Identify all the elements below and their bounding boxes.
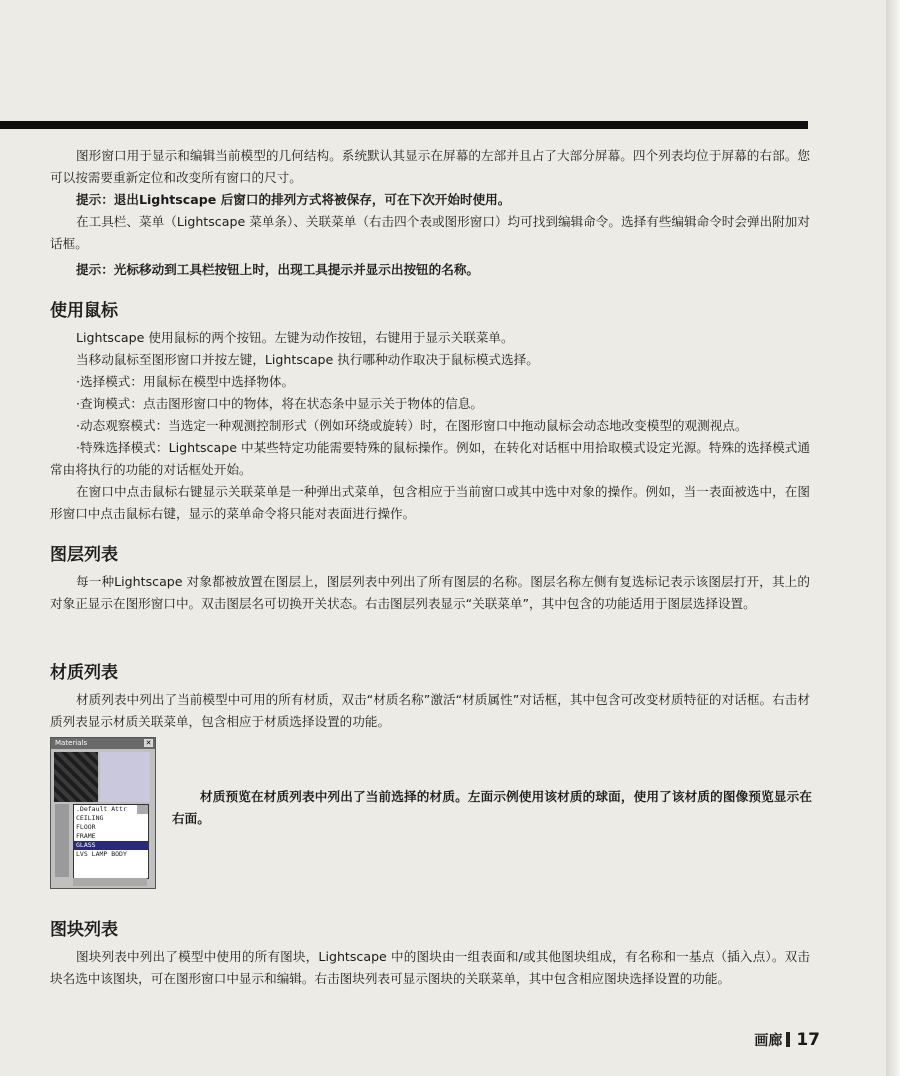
list-toolbar — [55, 804, 69, 877]
list-item-selected[interactable]: GLASS — [74, 841, 148, 850]
tip-text: 提示：光标移动到工具栏按钮上时，出现工具提示并显示出按钮的名称。 — [76, 262, 479, 277]
list-item: ·特殊选择模式：Lightscape 中某些特定功能需要特殊的鼠标操作。例如，在转化对话框中用拾取模式设定光源。特殊的选择模式通常由将执行的功能的对话框处开始。 — [50, 440, 810, 477]
layers-section — [50, 543, 810, 615]
list-item: ·查询模式：点击图形窗口中的物体，将在状态条中显示关于物体的信息。 — [76, 396, 484, 411]
list-item[interactable]: FLOOR — [76, 823, 96, 831]
body-paragraph: 每一种Lightscape 对象都被放置在图层上，图层列表中列出了所有图层的名称。图层名称左侧有复选标记表示该图层打开，其上的对象正显示在图形窗口中。双击图层名可切换开关状态。右击图层列表显示“关联菜单”，其中包含的功能适用于图层选择设置。 — [50, 574, 810, 611]
top-rule — [0, 121, 808, 129]
list-item: ·选择模式：用鼠标在模型中选择物体。 — [76, 374, 295, 389]
list-item: ·动态观察模式：当选定一种观测控制形式（例如环绕或旋转）时，在图形窗口中拖动鼠标会动态地改变模型的观测视点。 — [76, 418, 748, 433]
intro-paragraph: 在工具栏、菜单（Lightscape 菜单条）、关联菜单（右击四个表或图形窗口）均可找到编辑命令。选择有些编辑命令时会弹出附加对话框。 — [50, 214, 810, 251]
footer-divider — [786, 1032, 790, 1047]
blocks-section — [50, 918, 810, 990]
page-edge — [886, 0, 900, 1076]
body-paragraph: Lightscape 使用鼠标的两个按钮。左键为动作按钮，右键用于显示关联菜单。 — [76, 330, 514, 345]
materials-list[interactable] — [73, 804, 149, 879]
list-item[interactable]: CEILING — [76, 814, 104, 822]
vertical-scrollbar[interactable] — [137, 805, 148, 814]
body-paragraph: 图块列表中列出了模型中使用的所有图块，Lightscape 中的图块由一组表面和/或其他图块组成，有名称和一基点（插入点）。双击块名选中该图块，可在图形窗口中显示和编辑。右击图块列表可显示图块的关联菜单，其中包含相应图块选择设置的功能。 — [50, 949, 810, 986]
mouse-section — [50, 299, 810, 525]
list-item[interactable]: FRAME — [76, 832, 96, 840]
footer-section-name: 画廊 — [754, 1033, 783, 1049]
sphere-preview — [54, 752, 98, 802]
horizontal-scrollbar[interactable] — [73, 878, 147, 886]
materials-window-title: Materials — [55, 739, 88, 747]
list-item[interactable]: LVS LAMP BODY — [76, 850, 127, 858]
intro-section — [50, 145, 810, 281]
body-paragraph: 材质列表中列出了当前模型中可用的所有材质，双击“材质名称”激活“材质属性”对话框，其中包含可改变材质特征的对话框。右击材质列表显示材质关联菜单，包含相应于材质选择设置的功能。 — [50, 692, 810, 729]
tip-text: 提示：退出Lightscape 后窗口的排列方式将被保存，可在下次开始时使用。 — [76, 192, 511, 207]
figure-caption: 材质预览在材质列表中列出了当前选择的材质。左面示例使用该材质的球面，使用了该材质的图像预览显示在右面。 — [172, 789, 812, 826]
close-icon[interactable]: ✕ — [145, 739, 152, 747]
material-preview — [54, 752, 150, 802]
body-paragraph: 在窗口中点击鼠标右键显示关联菜单是一种弹出式菜单，包含相应于当前窗口或其中选中对象的操作。例如，当一表面被选中，在图形窗口中点击鼠标右键，显示的菜单命令将只能对表面进行操作。 — [50, 484, 810, 521]
materials-window-titlebar — [51, 738, 155, 749]
section-heading: 使用鼠标 — [50, 301, 118, 321]
list-item[interactable]: .Default Attr — [76, 805, 127, 813]
section-heading: 材质列表 — [50, 663, 118, 683]
body-paragraph: 当移动鼠标至图形窗口并按左键，Lightscape 执行哪种动作取决于鼠标模式选择。 — [76, 352, 539, 367]
page-number: 17 — [796, 1030, 820, 1050]
page-footer — [754, 1030, 820, 1050]
materials-window — [50, 737, 156, 889]
materials-section — [50, 661, 810, 733]
intro-paragraph: 图形窗口用于显示和编辑当前模型的几何结构。系统默认其显示在屏幕的左部并且占了大部分屏幕。四个列表均位于屏幕的右部。您可以按需要重新定位和改变所有窗口的尺寸。 — [50, 148, 810, 185]
section-heading: 图块列表 — [50, 920, 118, 940]
materials-caption-block — [172, 786, 812, 830]
section-heading: 图层列表 — [50, 545, 118, 565]
image-preview — [100, 752, 150, 802]
